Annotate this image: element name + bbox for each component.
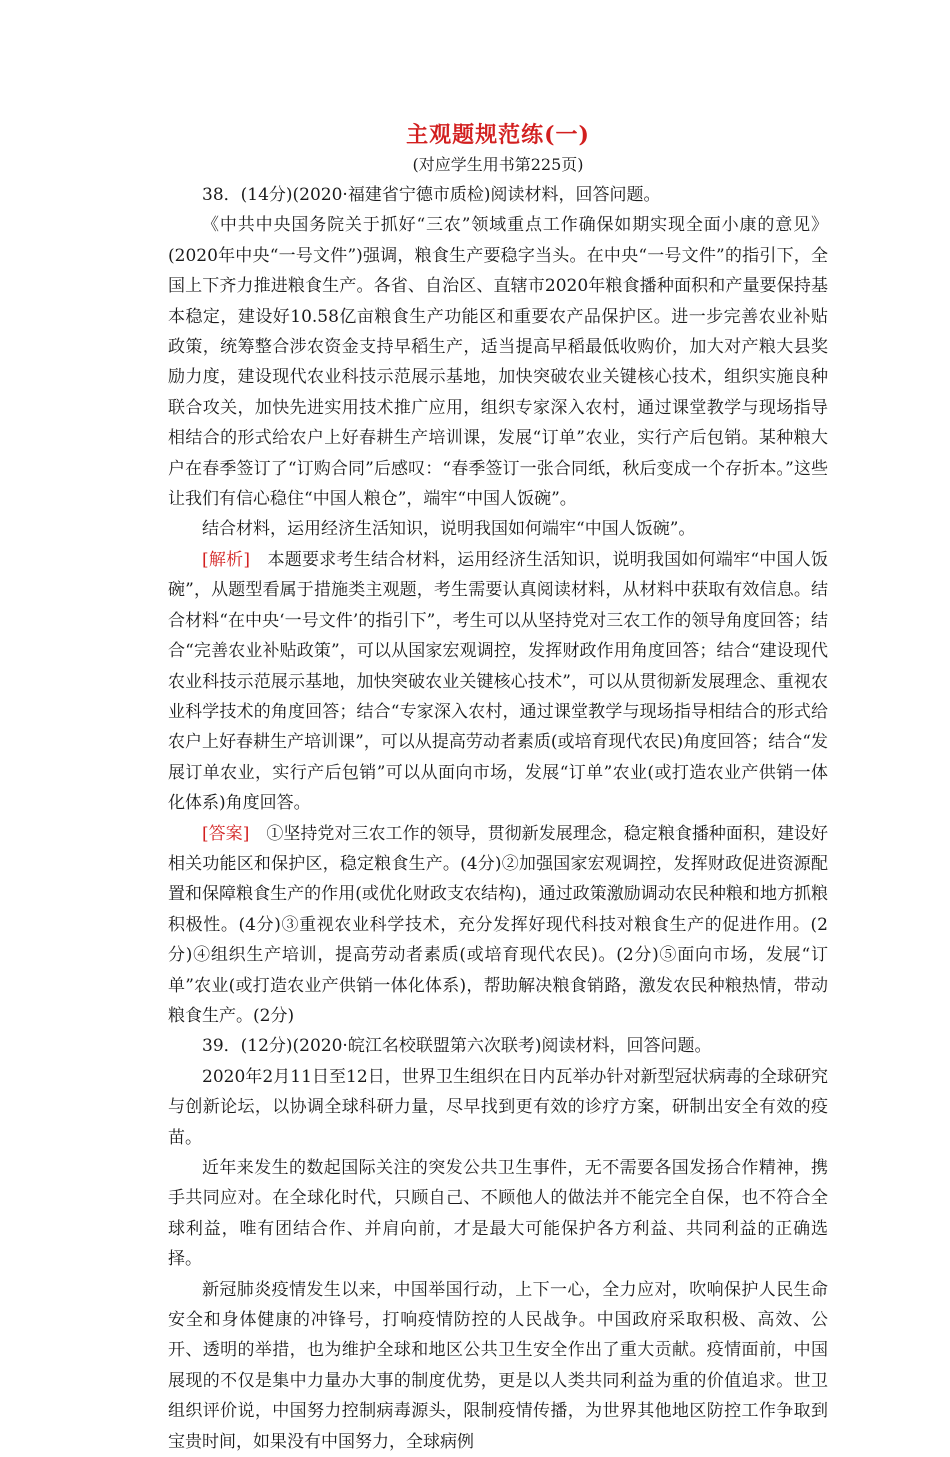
q38-stem: 38．(14分)(2020·福建省宁德市质检)阅读材料，回答问题。	[202, 185, 661, 205]
q38-material: 《中共中央国务院关于抓好“三农”领域重点工作确保如期实现全面小康的意见》(2020年中央“一号文件”)强调，粮食生产要稳字当头。在中央“一号文件”的指引下，全国上下齐力推进粮食生产。各省、自治区、直辖市2020年粮食播种面积和产量要保持基本稳定，建设好10.58亿亩粮食生产功能区和重要农产品保护区。进一步完善农业补贴政策，统筹整合涉农资金支持早稻生产，适当提高早稻最低收购价，加大对产粮大县奖励力度，建设现代农业科技示范展示基地，加快突破农业关键核心技术，组织实施良种联合攻关，加快先进实用技术推广应用，组织专家深入农村，通过课堂教学与现场指导相结合的形式给农户上好春耕生产培训课，发展“订单”农业，实行产后包销。某种粮大户在春季签订了“订购合同”后感叹：“春季签订一张合同纸，秋后变成一个存折本。”这些让我们有信心稳住“中国人粮仓”，端牢“中国人饭碗”。	[168, 215, 828, 510]
q39-paragraph-1: 2020年2月11日至12日，世界卫生组织在日内瓦举办针对新型冠状病毒的全球研究与创新论坛，以协调全球科研力量，尽早找到更有效的诊疗方案，研制出安全有效的疫苗。	[168, 1066, 828, 1148]
page-subtitle: (对应学生用书第225页)	[412, 155, 584, 174]
q38-analysis	[168, 545, 828, 819]
q39-paragraph-2: 近年来发生的数起国际关注的突发公共卫生事件，无不需要各国发扬合作精神，携手共同应对。在全球化时代，只顾自己、不顾他人的做法并不能完全自保，也不符合全球利益，唯有团结合作、并肩向前，才是最大可能保护各方利益、共同利益的正确选择。	[168, 1158, 828, 1270]
analysis-text: 本题要求考生结合材料，运用经济生活知识，说明我国如何端牢“中国人饭碗”，从题型看属于措施类主观题，考生需要认真阅读材料，从材料中获取有效信息。结合材料“在中央‘一号文件’的指引下”，考生可以从坚持党对三农工作的领导角度回答；结合“完善农业补贴政策”，可以从国家宏观调控，发挥财政作用角度回答；结合“建设现代农业科技示范展示基地，加快突破农业关键核心技术”，可以从贯彻新发展理念、重视农业科学技术的角度回答；结合“专家深入农村，通过课堂教学与现场指导相结合的形式给农户上好春耕生产培训课”，可以从提高劳动者素质(或培育现代农民)角度回答；结合“发展订单农业，实行产后包销”可以从面向市场，发展“订单”农业(或打造农业产供销一体化体系)角度回答。	[168, 549, 829, 814]
analysis-tag: [解析]	[202, 549, 250, 570]
document-body	[168, 118, 828, 1457]
q39-stem: 39．(12分)(2020·皖江名校联盟第六次联考)阅读材料，回答问题。	[202, 1036, 712, 1057]
q38-answer	[168, 819, 828, 1032]
q39-paragraph-3: 新冠肺炎疫情发生以来，中国举国行动，上下一心，全力应对，吹响保护人民生命安全和身体健康的冲锋号，打响疫情防控的人民战争。中国政府采取积极、高效、公开、透明的举措，也为维护全球和地区公共卫生安全作出了重大贡献。疫情面前，中国展现的不仅是集中力量办大事的制度优势，更是以人类共同利益为重的价值追求。世卫组织评价说，中国努力控制病毒源头，限制疫情传播，为世界其他地区防控工作争取到宝贵时间，如果没有中国努力，全球病例	[168, 1279, 828, 1452]
page-title: 主观题规范练(一)	[406, 122, 590, 148]
answer-tag: [答案]	[202, 823, 250, 844]
q38-question: 结合材料，运用经济生活知识，说明我国如何端牢“中国人饭碗”。	[202, 519, 696, 540]
answer-text: ①坚持党对三农工作的领导，贯彻新发展理念，稳定粮食播种面积，建设好相关功能区和保护区，稳定粮食生产。(4分)②加强国家宏观调控，发挥财政促进资源配置和保障粮食生产的作用(或优化财政支农结构)，通过政策激励调动农民种粮和地方抓粮积极性。(4分)③重视农业科学技术，充分发挥好现代科技对粮食生产的促进作用。(2分)④组织生产培训，提高劳动者素质(或培育现代农民)。(2分)⑤面向市场，发展“订单”农业(或打造农业产供销一体化体系)，帮助解决粮食销路，激发农民种粮热情，带动粮食生产。(2分)	[168, 823, 829, 1026]
